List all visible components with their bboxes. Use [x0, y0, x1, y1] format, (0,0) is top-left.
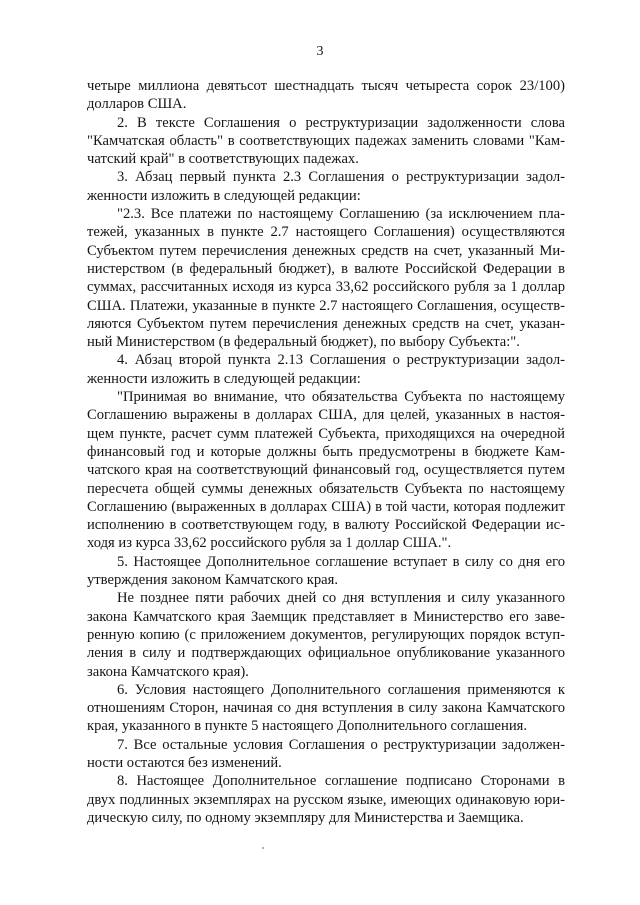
text-line: закона Камчатского края).: [87, 663, 249, 680]
text-line: 2. В тексте Соглашения о реструктуризации задолженности слова: [117, 114, 565, 131]
page-number: 3: [316, 44, 324, 59]
text-line: отношениям Сторон, начиная со дня вступления в силу закона Камчатского: [87, 700, 565, 717]
text-line: 7. Все остальные условия Соглашения о реструктуризации задолжен-: [117, 736, 565, 753]
text-line: "Принимая во внимание, что обязательства Субъекта по настоящему: [117, 389, 565, 406]
text-line: края, указанного в пункте 5 настоящего Дополнительного соглашения.: [87, 718, 528, 735]
text-line: Субъектом путем перечисления денежных средств на счет, указанный Ми-: [87, 242, 565, 259]
text-line: ренную копию (с приложением документов, регулирующих порядок вступ-: [87, 626, 565, 643]
text-line: исполнению в соответствующем году, в валюту Российской Федерации ис-: [87, 517, 565, 534]
text-line: ности остаются без изменений.: [87, 754, 282, 771]
text-line: четыре миллиона девятьсот шестнадцать тысяч четыреста сорок 23/100): [87, 78, 565, 94]
text-line: 3. Абзац первый пункта 2.3 Соглашения о реструктуризации задол-: [117, 169, 565, 186]
text-line: ный Министерством (в федеральный бюджет), по выбору Субъекта:".: [87, 334, 520, 351]
text-line: женности изложить в следующей редакции:: [87, 187, 361, 204]
text-line: Соглашению (выраженных в долларах США) в той части, которая подлежит: [87, 498, 565, 515]
text-line: утверждения законом Камчатского края.: [87, 572, 338, 589]
text-line: финансовый год и которые должны быть предусмотрены в бюджете Кам-: [87, 443, 565, 460]
scan-speck: [262, 847, 264, 849]
text-line: дическую силу, по одному экземпляру для Министерства и Заемщика.: [87, 809, 524, 826]
text-line: 8. Настоящее Дополнительное соглашение подписано Сторонами в: [117, 773, 565, 790]
text-line: Соглашению выражены в долларах США, для целей, указанных в настоя-: [87, 407, 565, 424]
text-line: нистерством (в федеральный бюджет), в валюте Российской Федерации в: [87, 260, 565, 277]
text-line: женности изложить в следующей редакции:: [87, 370, 361, 387]
document-body: [87, 77, 565, 827]
text-line: ходя из курса 33,62 российского рубля за 1 доллар США.".: [87, 535, 452, 552]
text-line: суммах, рассчитанных исходя из курса 33,62 российского рубля за 1 доллар: [87, 279, 565, 296]
text-line: щем пункте, расчет сумм платежей Субъекта, приходящихся на очередной: [87, 425, 565, 442]
text-line: чатского края на соответствующий финансовый год, осуществляется путем: [87, 462, 565, 479]
text-line: двух подлинных экземплярах на русском языке, имеющих одинаковую юри-: [87, 791, 565, 808]
text-line: ления в силу и подтверждающих официальное опубликование указанного: [87, 645, 565, 662]
text-line: пересчета общей суммы денежных обязательств Субъекта по настоящему: [87, 480, 565, 497]
text-line: закона Камчатского края Заемщик представляет в Министерство его заве-: [87, 608, 565, 625]
text-line: ляются Субъектом путем перечисления денежных средств на счет, указан-: [87, 315, 565, 332]
text-line: 6. Условия настоящего Дополнительного соглашения применяются к: [117, 681, 565, 698]
text-line: "2.3. Все платежи по настоящему Соглашению (за исключением пла-: [117, 206, 565, 223]
text-line: чатский край" в соответствующих падежах.: [87, 151, 359, 168]
text-line: Не позднее пяти рабочих дней со дня вступления и силу указанного: [117, 590, 565, 607]
text-line: тежей, указанных в пункте 2.7 настоящего Соглашения) осуществляются: [87, 224, 565, 241]
text-line: "Камчатская область" в соответствующих падежах заменить словами "Кам-: [87, 132, 565, 149]
text-line: долларов США.: [87, 96, 187, 113]
text-line: США. Платежи, указанные в пункте 2.7 настоящего Соглашения, осуществ-: [87, 297, 565, 314]
text-line: 5. Настоящее Дополнительное соглашение вступает в силу со дня его: [117, 553, 565, 570]
text-line: 4. Абзац второй пункта 2.13 Соглашения о реструктуризации задол-: [117, 352, 565, 369]
